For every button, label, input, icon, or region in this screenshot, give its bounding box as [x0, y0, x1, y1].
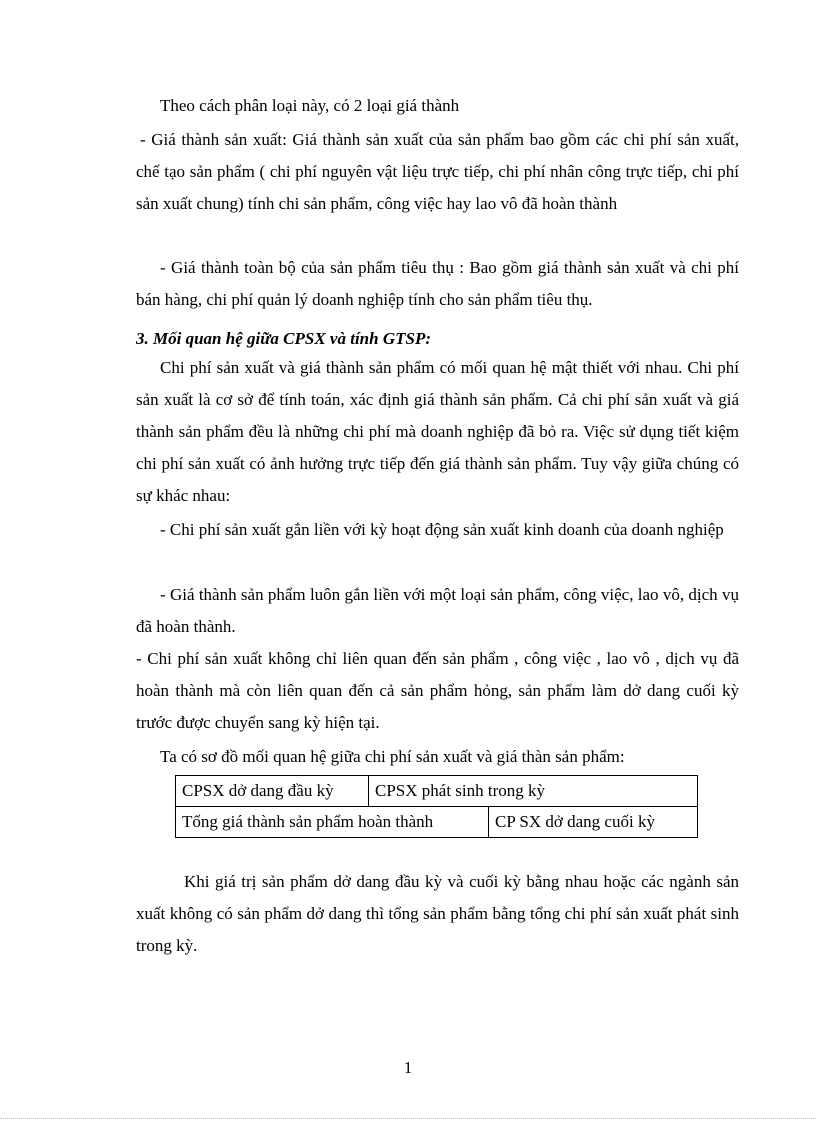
paragraph-intro: Theo cách phân loại này, có 2 loại giá thành: [160, 96, 460, 115]
diagram-row-top: [176, 776, 698, 807]
page-number: 1: [403, 1058, 413, 1077]
paragraph-conclusion: Khi giá trị sản phẩm dở dang đầu kỳ và cuối kỳ bằng nhau hoặc các ngành sản xuất không có sản phẩm dở dang thì tổng sản phẩm bằng tổng chi phí sản xuất phát sinh trong kỳ.: [136, 872, 739, 955]
cell-opening-wip: CPSX dở dang đầu kỳ: [176, 776, 369, 807]
paragraph-difference-3: - Chi phí sản xuất không chỉ liên quan đến sản phẩm , công việc , lao vô , dịch vụ đã hoàn thành mà còn liên quan đến cả sản phẩm hỏng, sản phẩm làm dở dang cuối kỳ trước được chuyển sang kỳ hiện tại.: [136, 649, 739, 732]
cell-period-costs: CPSX phát sinh trong kỳ: [369, 776, 698, 807]
footer-divider: [0, 1118, 816, 1119]
paragraph-diagram-intro: Ta có sơ đồ mối quan hệ giữa chi phí sản xuất và giá thàn sản phẩm:: [160, 747, 625, 766]
paragraph-total-cost: - Giá thành toàn bộ của sản phẩm tiêu thụ : Bao gồm giá thành sản xuất và chi phí bán hàng, chi phí quản lý doanh nghiệp tính cho sản phẩm tiêu thụ.: [136, 258, 739, 309]
paragraph-production-cost: - Giá thành sản xuất: Giá thành sản xuất của sản phẩm bao gồm các chi phí sản xuất, chế tạo sản phẩm ( chi phí nguyên vật liệu trực tiếp, chi phí nhân công trực tiếp, chi phí sản xuất chung) tính chi sản phẩm, công việc hay lao vô đã hoàn thành: [136, 130, 739, 213]
section-heading: 3. Mối quan hệ giữa CPSX và tính GTSP:: [136, 329, 431, 348]
diagram-row-bottom: [176, 807, 698, 838]
paragraph-difference-2: - Giá thành sản phẩm luôn gắn liền với một loại sản phẩm, công việc, lao vô, dịch vụ đã hoàn thành.: [136, 585, 739, 636]
cell-closing-wip: CP SX dở dang cuối kỳ: [489, 807, 698, 838]
paragraph-relationship: Chi phí sản xuất và giá thành sản phẩm có mối quan hệ mật thiết với nhau. Chi phí sản xuất là cơ sở để tính toán, xác định giá thành sản phẩm. Cả chi phí sản xuất và giá thành sản phẩm đều là những chi phí mà doanh nghiệp đã bỏ ra. Việc sử dụng tiết kiệm chi phí sản xuất có ảnh hưởng trực tiếp đến giá thành sản phẩm. Tuy vậy giữa chúng có sự khác nhau:: [136, 358, 739, 505]
cost-relationship-diagram: [175, 775, 698, 838]
cell-total-cost: Tổng giá thành sản phẩm hoàn thành: [176, 807, 489, 838]
paragraph-difference-1: - Chi phí sản xuất gắn liền với kỳ hoạt động sản xuất kinh doanh của doanh nghiệp: [160, 520, 724, 539]
